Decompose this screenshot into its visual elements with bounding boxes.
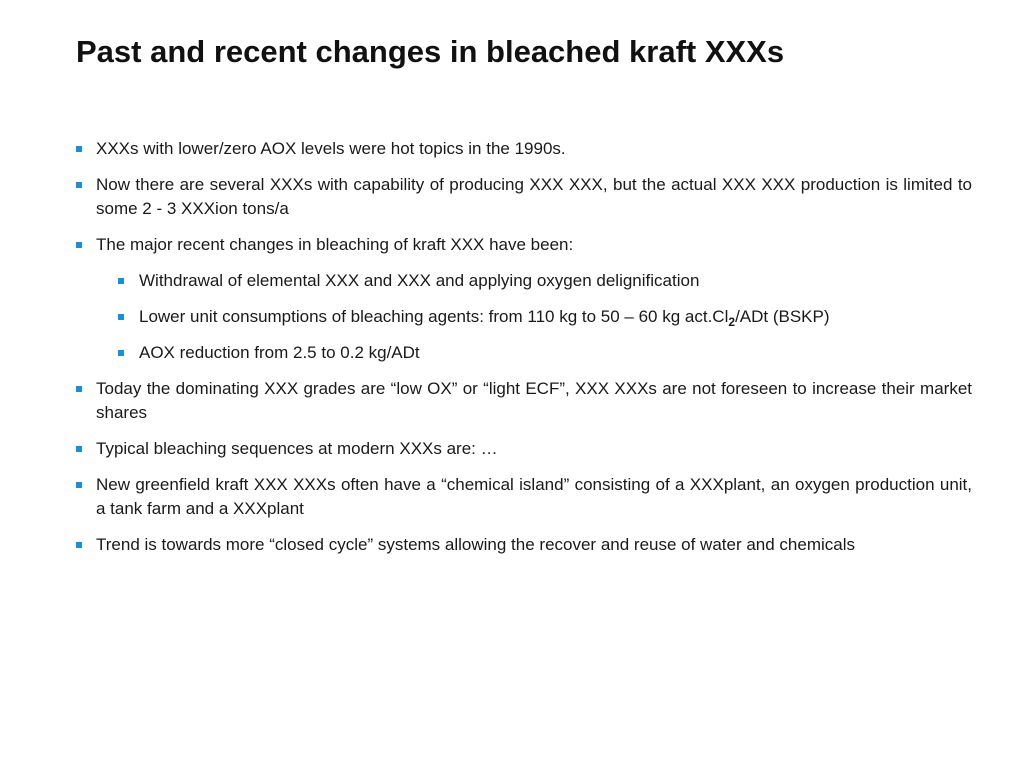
sub-bullet-text — [139, 305, 972, 329]
square-bullet-icon — [76, 386, 82, 392]
bullet-list — [76, 137, 972, 557]
bullet-text: Today the dominating XXX grades are “low OX” or “light ECF”, XXX XXXs are not foreseen to increase their market shares — [96, 379, 972, 422]
bullet-item — [76, 533, 972, 557]
sub-bullet-text-before: Lower unit consumptions of bleaching agents: from 110 kg to 50 – 60 kg act.Cl — [139, 307, 729, 326]
square-bullet-icon — [118, 350, 124, 356]
sub-bullet-text: Withdrawal of elemental XXX and XXX and applying oxygen delignification — [139, 271, 700, 290]
bullet-text: The major recent changes in bleaching of kraft XXX have been: — [96, 235, 574, 254]
square-bullet-icon — [76, 482, 82, 488]
bullet-text: XXXs with lower/zero AOX levels were hot topics in the 1990s. — [96, 139, 566, 158]
square-bullet-icon — [76, 446, 82, 452]
bullet-text: Trend is towards more “closed cycle” systems allowing the recover and reuse of water and chemicals — [96, 535, 856, 554]
bullet-item — [76, 377, 972, 425]
slide-title: Past and recent changes in bleached kraft XXXs — [76, 34, 785, 69]
bullet-item — [76, 173, 972, 221]
sub-bullet-item — [76, 341, 972, 365]
bullet-text: New greenfield kraft XXX XXXs often have a “chemical island” consisting of a XXXplant, an oxygen production unit, a tank farm and a XXXplant — [96, 475, 972, 518]
bullet-text: Typical bleaching sequences at modern XXXs are: … — [96, 439, 498, 458]
bullet-item — [76, 233, 972, 257]
chlorine-subscript: 2 — [728, 315, 736, 329]
sub-bullet-text-after: /ADt (BSKP) — [735, 307, 830, 326]
square-bullet-icon — [118, 278, 124, 284]
sub-bullet-item — [76, 305, 972, 329]
bullet-item — [76, 437, 972, 461]
bullet-item — [76, 473, 972, 521]
square-bullet-icon — [76, 242, 82, 248]
bullet-text: Now there are several XXXs with capability of producing XXX XXX, but the actual XXX XXX production is limited to some 2 - 3 XXXion tons/a — [96, 175, 972, 218]
slide-body — [76, 137, 972, 569]
square-bullet-icon — [76, 146, 82, 152]
square-bullet-icon — [76, 542, 82, 548]
bullet-item — [76, 137, 972, 161]
square-bullet-icon — [76, 182, 82, 188]
sub-bullet-text: AOX reduction from 2.5 to 0.2 kg/ADt — [139, 343, 420, 362]
sub-bullet-item — [76, 269, 972, 293]
square-bullet-icon — [118, 314, 124, 320]
